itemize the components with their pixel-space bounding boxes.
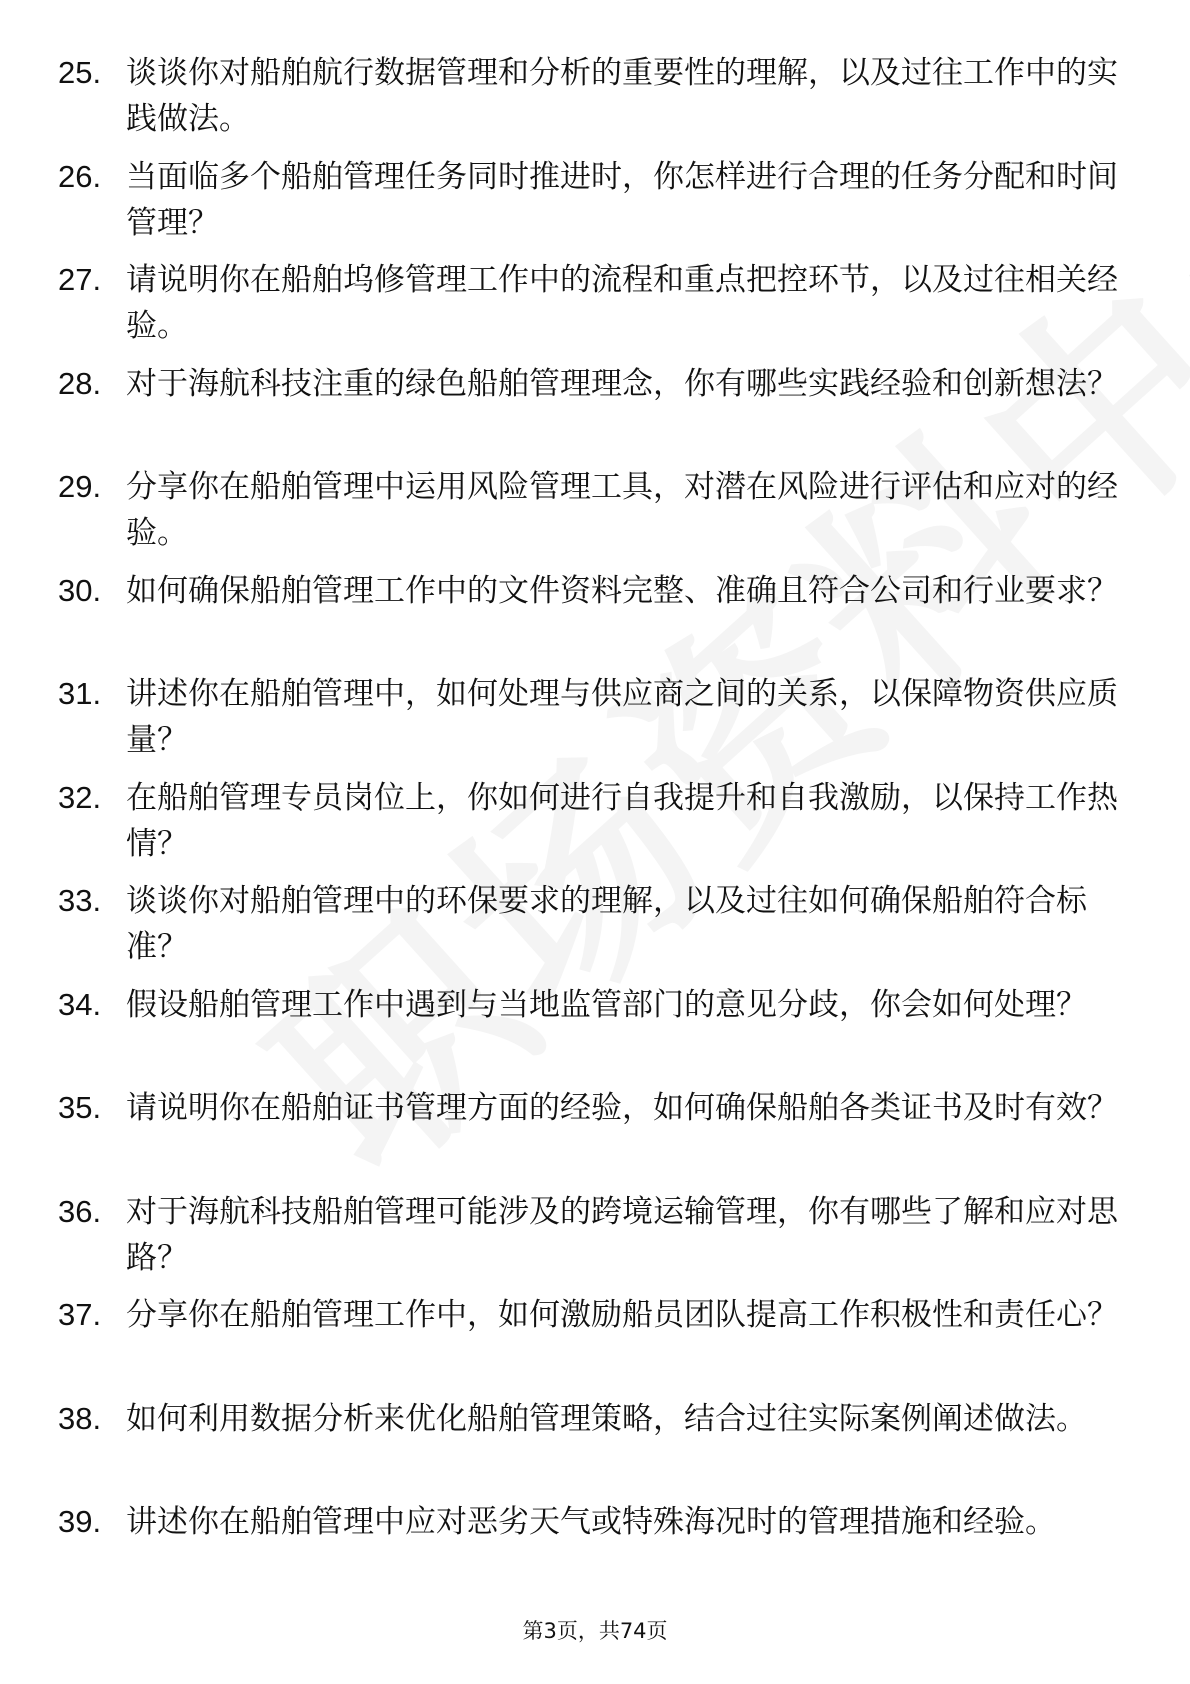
question-text: 当面临多个船舶管理任务同时推进时，你怎样进行合理的任务分配和时间管理？ [126,158,1118,241]
question-text: 谈谈你对船舶管理中的环保要求的理解，以及过往如何确保船舶符合标准？ [126,883,1087,965]
question-number: 30. [58,572,102,608]
question-item [58,361,1128,465]
question-text: 讲述你在船舶管理中，如何处理与供应商之间的关系，以保障物资供应质量？ [126,676,1118,758]
question-item [58,1189,1128,1293]
question-number: 32. [58,779,102,815]
question-number: 35. [58,1090,102,1125]
question-text: 讲述你在船舶管理中应对恶劣天气或特殊海况时的管理措施和经验。 [126,1504,1056,1540]
question-number: 28. [58,365,102,401]
question-text: 分享你在船舶管理工作中，如何激励船员团队提高工作积极性和责任心？ [126,1297,1118,1333]
question-number: 34. [58,986,102,1022]
question-text: 对于海航科技注重的绿色船舶管理理念，你有哪些实践经验和创新想法？ [126,365,1118,402]
question-number: 37. [58,1297,102,1332]
question-number: 26. [58,158,102,194]
question-item [58,1292,1128,1396]
question-item [58,1085,1128,1189]
question-list [58,50,1128,1603]
question-text: 分享你在船舶管理中运用风险管理工具，对潜在风险进行评估和应对的经验。 [126,469,1118,551]
question-number: 27. [58,262,102,297]
question-item [58,1499,1128,1603]
question-item [58,671,1128,775]
question-number: 39. [58,1504,102,1539]
question-text: 谈谈你对船舶航行数据管理和分析的重要性的理解，以及过往工作中的实践做法。 [126,55,1118,137]
question-item [58,775,1128,879]
question-text: 请说明你在船舶坞修管理工作中的流程和重点把控环节，以及过往相关经验。 [126,262,1118,344]
question-item [58,982,1128,1086]
question-text: 对于海航科技船舶管理可能涉及的跨境运输管理，你有哪些了解和应对思路？ [126,1193,1118,1276]
question-text: 假设船舶管理工作中遇到与当地监管部门的意见分歧，你会如何处理？ [126,986,1087,1023]
question-item [58,154,1128,258]
question-item [58,1396,1128,1500]
question-number: 33. [58,883,102,918]
question-item [58,464,1128,568]
question-text: 如何利用数据分析来优化船舶管理策略，结合过往实际案例阐述做法。 [126,1400,1087,1437]
page-number-label: 第3页，共74页 [522,1619,668,1643]
question-number: 25. [58,55,102,90]
question-text: 请说明你在船舶证书管理方面的经验，如何确保船舶各类证书及时有效？ [126,1090,1118,1126]
question-text: 在船舶管理专员岗位上，你如何进行自我提升和自我激励，以保持工作热情？ [126,779,1118,862]
question-number: 29. [58,469,102,504]
page-footer [0,1616,1190,1646]
question-number: 38. [58,1400,102,1436]
question-item [58,50,1128,154]
question-number: 36. [58,1193,102,1229]
question-item [58,568,1128,672]
question-number: 31. [58,676,102,711]
question-item [58,878,1128,982]
question-text: 如何确保船舶管理工作中的文件资料完整、准确且符合公司和行业要求？ [126,572,1118,609]
question-item [58,257,1128,361]
